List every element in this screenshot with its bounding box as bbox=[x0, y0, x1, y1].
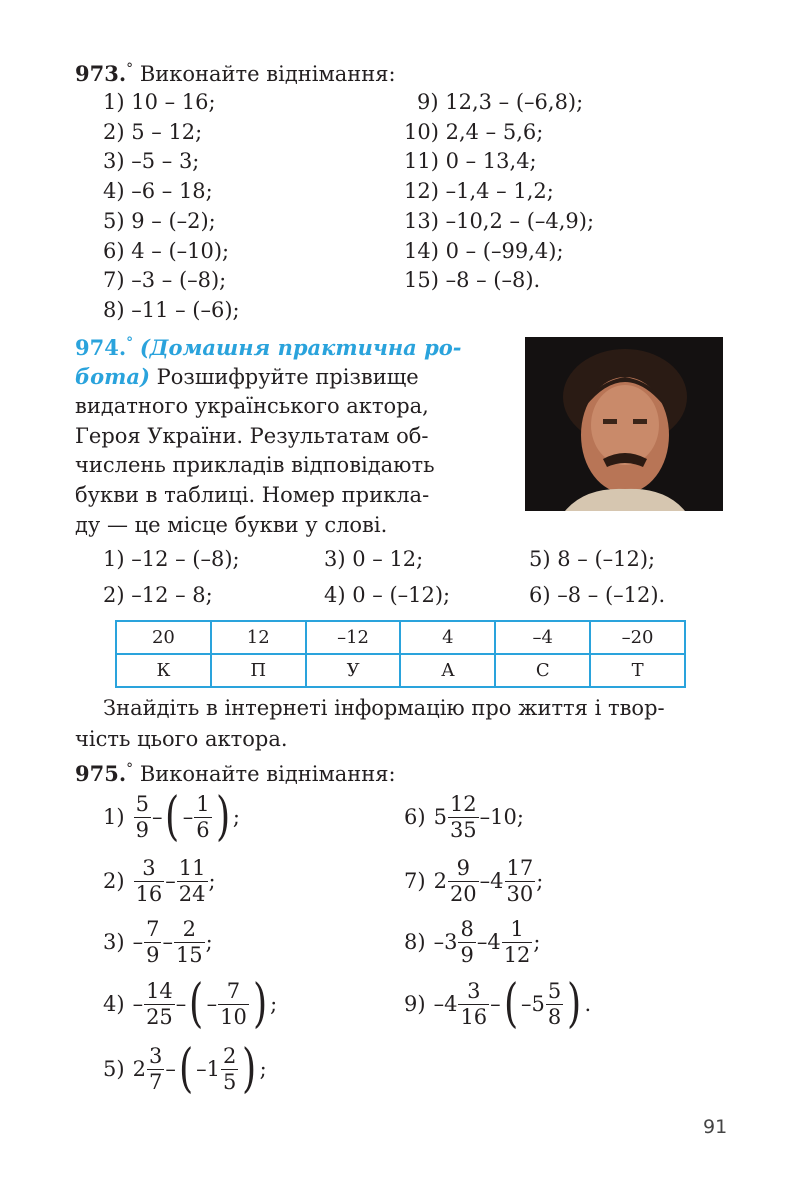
denominator: 12 bbox=[503, 942, 531, 967]
ex974-item: 2) –12 – 8; bbox=[103, 583, 213, 607]
ex973-item: 5) 9 – (–2); bbox=[103, 209, 216, 233]
ex974-item: 6) –8 – (–12). bbox=[529, 583, 666, 607]
semicolon: ; bbox=[205, 930, 213, 954]
whole-part: 2 bbox=[433, 869, 447, 893]
minus-sign: – bbox=[162, 930, 173, 954]
ex973-item: 15) –8 – (–8). bbox=[404, 268, 541, 292]
ex974-footer: чість цього актора. bbox=[75, 727, 288, 751]
fraction bbox=[134, 856, 165, 905]
minus-sign: – bbox=[165, 869, 176, 893]
ex974-text: видатного українського актора, bbox=[75, 394, 429, 418]
ex975-heading bbox=[75, 762, 396, 785]
numerator: 2 bbox=[174, 917, 205, 942]
cipher-value: –12 bbox=[306, 621, 401, 654]
numerator: 17 bbox=[506, 856, 534, 881]
fraction bbox=[147, 1044, 164, 1093]
ex975-item-9 bbox=[404, 975, 591, 1033]
denominator: 35 bbox=[449, 817, 477, 842]
minus-sign: – bbox=[490, 992, 501, 1016]
denominator: 20 bbox=[449, 881, 477, 906]
fraction bbox=[144, 917, 161, 966]
portrait-photo bbox=[525, 337, 723, 511]
left-paren: ( bbox=[503, 974, 518, 1034]
ex975-item-7 bbox=[404, 852, 543, 910]
ex974-title bbox=[75, 336, 462, 359]
fraction bbox=[177, 856, 208, 905]
item-label: 7) bbox=[404, 869, 426, 893]
ex974-title-line1: (Домашня практична ро- bbox=[139, 335, 462, 360]
fraction bbox=[174, 917, 205, 966]
whole-part: –4 bbox=[433, 992, 458, 1016]
ex975-item-3 bbox=[103, 913, 213, 971]
numerator: 12 bbox=[449, 792, 477, 817]
cipher-table bbox=[115, 620, 686, 688]
ex974-number: 974. bbox=[75, 335, 127, 360]
cipher-letter: Т bbox=[590, 654, 685, 687]
cipher-letter: У bbox=[306, 654, 401, 687]
ex974-item: 1) –12 – (–8); bbox=[103, 547, 240, 571]
cipher-values-row bbox=[116, 621, 685, 654]
ex973-item: 3) –5 – 3; bbox=[103, 149, 200, 173]
denominator: 10 bbox=[220, 1004, 247, 1029]
cipher-letter: С bbox=[495, 654, 590, 687]
denominator: 7 bbox=[148, 1069, 163, 1094]
ex974-line bbox=[75, 366, 419, 388]
denominator: 8 bbox=[547, 1004, 562, 1029]
minus-sign: – bbox=[165, 1057, 176, 1081]
ex973-item: 4) –6 – 18; bbox=[103, 179, 213, 203]
denominator: 5 bbox=[222, 1069, 237, 1094]
numerator: 11 bbox=[178, 856, 206, 881]
numerator: 7 bbox=[146, 917, 160, 942]
ex975-number: 975. bbox=[75, 761, 127, 786]
ex975-item-4 bbox=[103, 975, 277, 1033]
ex973-heading bbox=[75, 62, 396, 85]
fraction bbox=[458, 917, 475, 966]
ex975-task: Виконайте віднімання: bbox=[139, 762, 396, 786]
left-paren: ( bbox=[165, 787, 180, 847]
semicolon: ; bbox=[208, 869, 216, 893]
ex975-mark: ° bbox=[126, 761, 134, 777]
ex973-item: 11) 0 – 13,4; bbox=[404, 149, 537, 173]
cipher-letter: П bbox=[211, 654, 306, 687]
fraction bbox=[448, 856, 479, 905]
fraction bbox=[144, 979, 175, 1028]
fraction bbox=[448, 792, 479, 841]
ex975-item-1 bbox=[103, 788, 240, 846]
whole-part: –5 bbox=[520, 992, 545, 1016]
cipher-value: –4 bbox=[495, 621, 590, 654]
ex974-item: 3) 0 – 12; bbox=[324, 547, 424, 571]
numerator: 3 bbox=[458, 979, 489, 1004]
minus-sign: – bbox=[175, 992, 187, 1016]
page-number: 91 bbox=[703, 1116, 728, 1138]
denominator: 9 bbox=[135, 817, 149, 842]
right-paren: ) bbox=[242, 1039, 257, 1099]
item-label: 9) bbox=[404, 992, 426, 1016]
numerator: 3 bbox=[134, 856, 165, 881]
ex973-item: 2) 5 – 12; bbox=[103, 120, 203, 144]
semicolon: ; bbox=[232, 805, 240, 829]
cipher-value: 12 bbox=[211, 621, 306, 654]
denominator: 30 bbox=[506, 881, 534, 906]
left-paren: ( bbox=[178, 1039, 194, 1099]
ex974-text: Героя України. Результатам об- bbox=[75, 424, 429, 448]
minus-sign: – bbox=[132, 992, 144, 1016]
right-paren: ) bbox=[567, 974, 582, 1034]
item-label: 4) bbox=[103, 992, 125, 1016]
numerator: 8 bbox=[460, 917, 474, 942]
numerator: 5 bbox=[135, 792, 149, 817]
portrait-photo-drawing bbox=[525, 337, 723, 511]
whole-part: –3 bbox=[433, 930, 458, 954]
denominator: 16 bbox=[135, 881, 163, 906]
semicolon: ; bbox=[533, 930, 541, 954]
right-paren: ) bbox=[252, 974, 268, 1034]
ex973-item: 13) –10,2 – (–4,9); bbox=[404, 209, 595, 233]
item-label: 6) bbox=[404, 805, 426, 829]
whole-part: 5 bbox=[433, 805, 447, 829]
ex975-item-8 bbox=[404, 913, 541, 971]
ex975-item-5 bbox=[103, 1040, 267, 1098]
whole-part: 2 bbox=[132, 1057, 146, 1081]
numerator: 14 bbox=[146, 979, 173, 1004]
numerator: 9 bbox=[448, 856, 479, 881]
ex974-title-line2: бота) bbox=[75, 364, 150, 389]
numerator: 3 bbox=[148, 1044, 163, 1069]
ex974-item: 5) 8 – (–12); bbox=[529, 547, 656, 571]
ex973-item: 14) 0 – (–99,4); bbox=[404, 239, 564, 263]
semicolon: ; bbox=[259, 1057, 267, 1081]
numerator: 1 bbox=[196, 792, 210, 817]
semicolon: ; bbox=[536, 869, 544, 893]
cipher-value: 4 bbox=[400, 621, 495, 654]
item-label: 2) bbox=[103, 869, 125, 893]
fraction bbox=[134, 792, 151, 841]
ex974-item: 4) 0 – (–12); bbox=[324, 583, 451, 607]
denominator: 16 bbox=[460, 1004, 488, 1029]
denominator: 9 bbox=[146, 942, 160, 967]
ex975-item-2 bbox=[103, 852, 216, 910]
whole-part: –1 bbox=[196, 1057, 220, 1081]
ex973-item: 10) 2,4 – 5,6; bbox=[404, 120, 544, 144]
ex973-task: Виконайте віднімання: bbox=[139, 62, 396, 86]
cipher-letter: А bbox=[400, 654, 495, 687]
item-label: 8) bbox=[404, 930, 426, 954]
period: . bbox=[584, 992, 592, 1016]
ex973-mark: ° bbox=[126, 61, 134, 77]
ex975-item-6 bbox=[404, 788, 524, 846]
ex973-item: 1) 10 – 16; bbox=[103, 90, 216, 114]
minus-sign: – bbox=[206, 992, 218, 1016]
right-paren: ) bbox=[215, 787, 230, 847]
ex974-mark: ° bbox=[126, 335, 134, 351]
cipher-letter: К bbox=[116, 654, 211, 687]
cipher-value: –20 bbox=[590, 621, 685, 654]
fraction bbox=[218, 979, 249, 1028]
whole-part: –4 bbox=[476, 930, 501, 954]
numerator: 7 bbox=[218, 979, 249, 1004]
minus-sign: – bbox=[182, 805, 194, 829]
item-label: 1) bbox=[103, 805, 125, 829]
fraction bbox=[505, 856, 536, 905]
fraction bbox=[458, 979, 489, 1028]
numerator: 1 bbox=[502, 917, 533, 942]
expr-rest: –10; bbox=[479, 805, 524, 829]
ex973-item: 7) –3 – (–8); bbox=[103, 268, 227, 292]
denominator: 25 bbox=[146, 1004, 173, 1029]
item-label: 5) bbox=[103, 1057, 125, 1081]
fraction bbox=[221, 1044, 238, 1093]
numerator: 5 bbox=[547, 979, 562, 1004]
ex973-item: 8) –11 – (–6); bbox=[103, 298, 240, 322]
ex974-text: ду — це місце букви у слові. bbox=[75, 513, 388, 537]
minus-sign: – bbox=[151, 805, 163, 829]
minus-sign: – bbox=[132, 930, 144, 954]
ex973-item: 9) 12,3 – (–6,8); bbox=[417, 90, 584, 114]
left-paren: ( bbox=[189, 974, 204, 1034]
semicolon: ; bbox=[270, 992, 278, 1016]
fraction bbox=[546, 979, 563, 1028]
fraction bbox=[194, 792, 211, 841]
denominator: 24 bbox=[178, 881, 206, 906]
cipher-letters-row bbox=[116, 654, 685, 687]
ex973-number: 973. bbox=[75, 61, 127, 86]
ex974-text: Розшифруйте прізвище bbox=[149, 365, 419, 389]
numerator: 2 bbox=[222, 1044, 237, 1069]
fraction bbox=[502, 917, 533, 966]
cipher-value: 20 bbox=[116, 621, 211, 654]
denominator: 15 bbox=[175, 942, 203, 967]
item-label: 3) bbox=[103, 930, 125, 954]
ex973-item: 6) 4 – (–10); bbox=[103, 239, 230, 263]
ex974-footer: Знайдіть в інтернеті інформацію про життя і твор- bbox=[103, 696, 665, 720]
ex974-text: числень прикладів відповідають bbox=[75, 453, 435, 477]
ex974-text: букви в таблиці. Номер прикла- bbox=[75, 483, 430, 507]
whole-part: –4 bbox=[479, 869, 504, 893]
ex973-item: 12) –1,4 – 1,2; bbox=[404, 179, 554, 203]
denominator: 9 bbox=[460, 942, 474, 967]
denominator: 6 bbox=[196, 817, 210, 842]
